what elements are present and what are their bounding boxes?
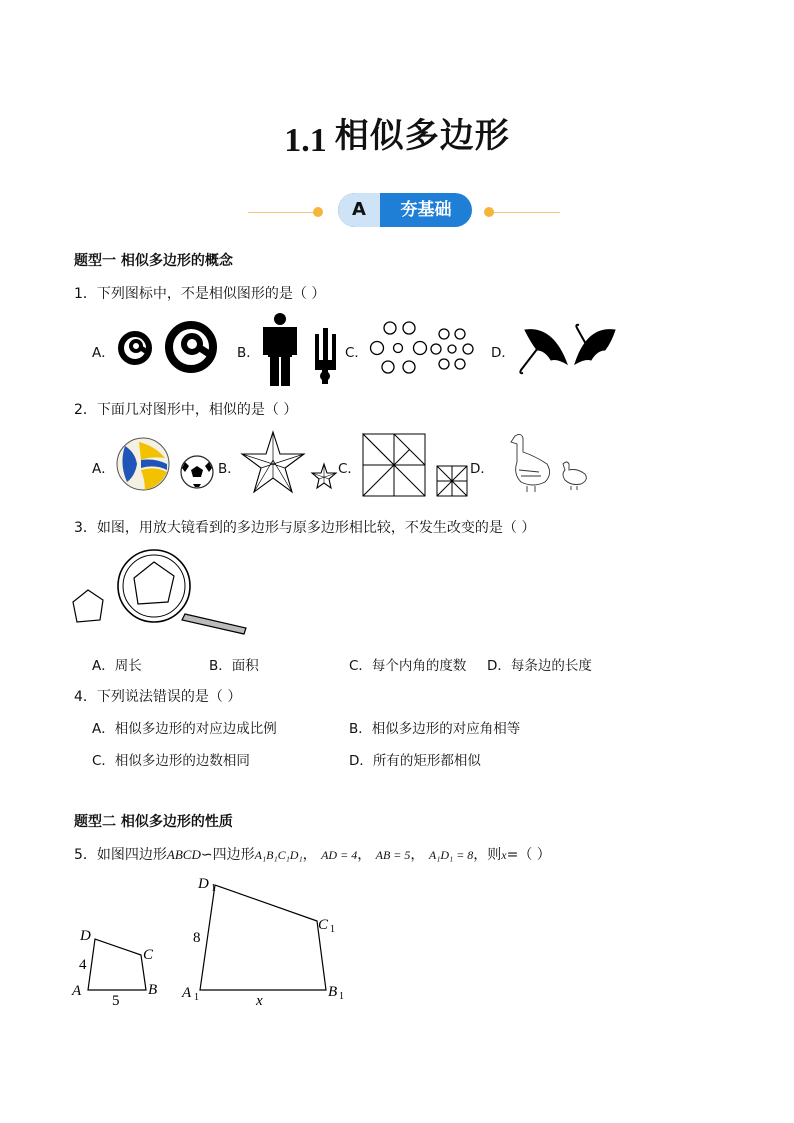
q5-similar-sign: ∽ <box>200 847 213 863</box>
q5-stem <box>74 844 551 864</box>
q5-stem-mid: 四边形 <box>212 847 255 863</box>
q5-sep-2: ， <box>357 847 372 863</box>
q3-option-d: D．每条边的长度 <box>487 658 592 674</box>
title-text: 相似多边形 <box>334 116 510 156</box>
badge-left-line <box>248 212 314 213</box>
q3-magnifier-figure <box>70 548 250 638</box>
section2-heading: 题型二 相似多边形的性质 <box>74 814 233 830</box>
section-badge <box>338 193 472 227</box>
q5-sep-4: ， <box>473 847 488 863</box>
q2-label-d: D． <box>470 461 494 477</box>
q5-sep-3: ， <box>410 847 425 863</box>
q1-label-c: C． <box>345 345 368 361</box>
q2-option-b-figure <box>240 430 340 498</box>
q1-option-b-figure <box>262 312 342 388</box>
q5-sub-b1: 1 <box>339 991 344 1002</box>
q3-option-b: B．面积 <box>209 658 259 674</box>
q5-quad-a1b1c1d1: A₁B₁C₁D₁ <box>254 848 303 862</box>
q2-label-b: B． <box>218 461 241 477</box>
q5-cond-ab: AB = 5 <box>375 848 411 862</box>
q5-label-d: D <box>80 928 91 944</box>
q4-option-a: A．相似多边形的对应边成比例 <box>92 721 277 737</box>
q5-large-quad <box>200 885 326 990</box>
q4-option-c: C．相似多边形的边数相同 <box>92 753 250 769</box>
q5-label-a: A <box>72 983 82 999</box>
q1-label-d: D． <box>491 345 515 361</box>
q3-stem: 3．如图，用放大镜看到的多边形与原多边形相比较，不发生改变的是（ ） <box>74 520 536 536</box>
q5-sub-d1: 1 <box>211 883 216 894</box>
q5-label-a1: A <box>182 985 192 1001</box>
q3-option-c: C．每个内角的度数 <box>349 658 467 674</box>
q5-sep-1: ， <box>302 847 317 863</box>
badge-right-line <box>494 212 560 213</box>
q5-small-quad <box>88 939 146 990</box>
q5-label-b: B <box>148 982 158 998</box>
q2-option-c-figure <box>361 432 471 498</box>
q5-cond-ad: AD = 4 <box>321 848 358 862</box>
q5-quad-abcd: ABCD <box>166 847 201 862</box>
q1-option-a-figure <box>116 320 216 376</box>
q4-option-d: D．所有的矩形都相似 <box>349 753 481 769</box>
q2-stem: 2．下面几对图形中，相似的是（ ） <box>74 402 298 418</box>
q5-label-c: C <box>143 947 154 963</box>
q5-side-ad: 4 <box>79 957 87 973</box>
q5-side-a1d1: 8 <box>193 930 201 946</box>
q5-ask: 则 <box>487 847 502 863</box>
q5-label-c1: C <box>318 917 329 933</box>
q1-stem: 1．下列图标中，不是相似图形的是（ ） <box>74 286 326 302</box>
q5-var-x: x <box>501 848 507 862</box>
badge-letter: A <box>338 193 380 227</box>
q2-option-d-figure <box>505 430 595 494</box>
section1-heading: 题型一 相似多边形的概念 <box>74 253 233 269</box>
q5-side-ab: 5 <box>112 993 120 1009</box>
q5-tail: =（ ） <box>506 847 551 863</box>
q2-label-c: C． <box>338 461 361 477</box>
q5-figure <box>60 868 360 1008</box>
q3-option-a: A．周长 <box>92 658 142 674</box>
q5-label-b1: B <box>328 984 338 1000</box>
badge-left-dot <box>313 207 323 217</box>
q5-label-x: x <box>256 993 263 1009</box>
q1-label-b: B． <box>237 345 260 361</box>
q2-option-a-figure <box>115 436 215 492</box>
q5-sub-c1: 1 <box>330 924 335 935</box>
q5-label-d1: D <box>198 876 209 892</box>
q5-stem-prefix: 5．如图四边形 <box>74 847 167 863</box>
q2-label-a: A． <box>92 461 115 477</box>
q4-stem: 4．下列说法错误的是（ ） <box>74 689 242 705</box>
q1-option-d-figure <box>515 320 625 376</box>
page-title <box>0 108 794 160</box>
q1-label-a: A． <box>92 345 115 361</box>
q1-option-c-figure <box>368 320 480 376</box>
q5-cond-a1d1: A₁D₁ = 8 <box>428 848 474 862</box>
badge-right-dot <box>484 207 494 217</box>
title-number: 1.1 <box>284 122 327 159</box>
q4-option-b: B．相似多边形的对应角相等 <box>349 721 521 737</box>
badge-text: 夯基础 <box>400 200 452 220</box>
q5-sub-a1: 1 <box>194 992 199 1003</box>
